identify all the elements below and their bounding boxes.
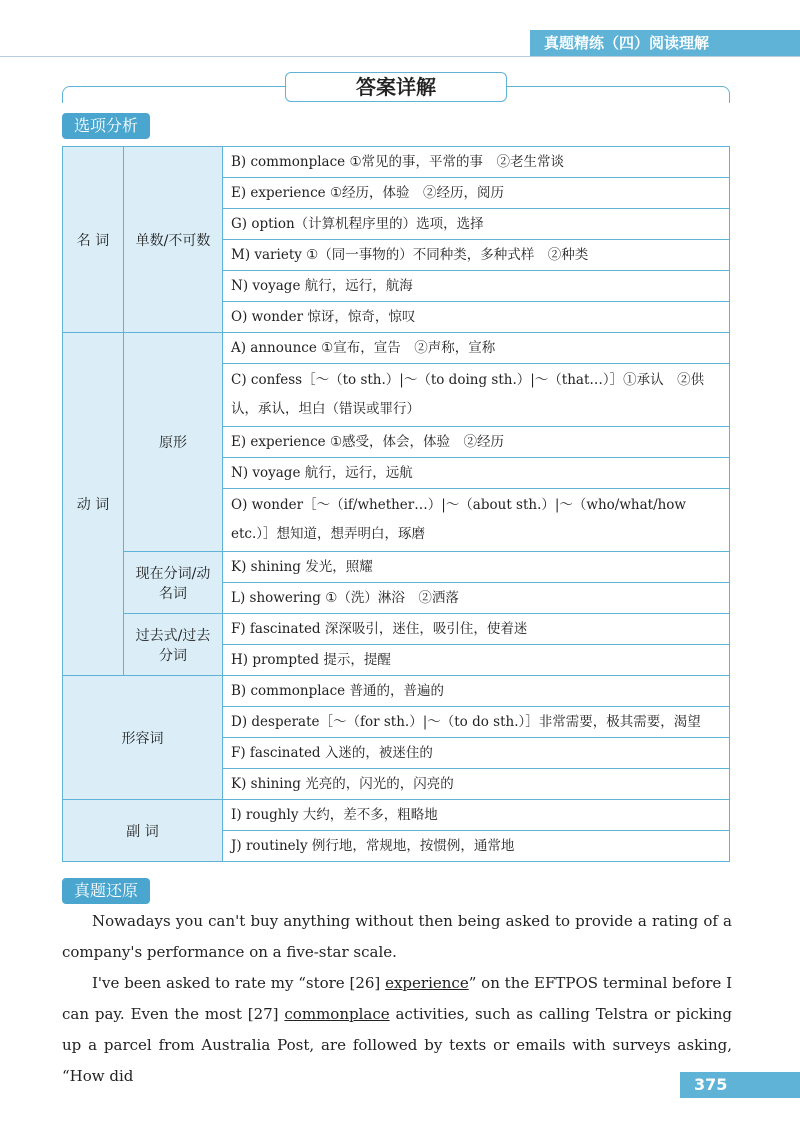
table-row xyxy=(63,676,730,707)
entry-cell: B) commonplace ①常见的事，平常的事 ②老生常谈 xyxy=(223,147,730,178)
entry-cell: K) shining 光亮的，闪光的，闪亮的 xyxy=(223,769,730,800)
entry-cell: D) desperate［～（for sth.）|～（to do sth.）］非常需要，极其需要，渴望 xyxy=(223,707,730,738)
pos-cell: 动 词 xyxy=(63,333,124,676)
entry-cell: O) wonder 惊讶，惊奇，惊叹 xyxy=(223,302,730,333)
option-analysis-tag: 选项分析 xyxy=(62,113,150,139)
entry-cell: N) voyage 航行，远行，航海 xyxy=(223,271,730,302)
passage-text: I've been asked to rate my “store [26] xyxy=(92,974,386,992)
passage-text: ” on the EFTPOS terminal before I can pay. Even the most [27] xyxy=(62,974,733,1023)
subcategory-cell: 原形 xyxy=(124,333,223,552)
entry-cell: C) confess［～（to sth.）|～（to doing sth.）|～（that…）］①承认 ②供认，承认，坦白（错误或罪行） xyxy=(223,364,730,427)
entry-cell: F) fascinated 入迷的，被迷住的 xyxy=(223,738,730,769)
header-divider xyxy=(0,56,800,57)
answer-27: commonplace xyxy=(284,1005,390,1023)
table-row xyxy=(63,333,730,364)
entry-cell: N) voyage 航行，远行，远航 xyxy=(223,458,730,489)
subcategory-cell: 单数/不可数 xyxy=(124,147,223,333)
restore-tag: 真题还原 xyxy=(62,878,150,904)
vocab-table xyxy=(62,146,730,862)
entry-cell: O) wonder［～（if/whether…）|～（about sth.）|～（who/what/how etc.）］想知道，想弄明白，琢磨 xyxy=(223,489,730,552)
entry-cell: E) experience ①经历，体验 ②经历，阅历 xyxy=(223,178,730,209)
table-row xyxy=(63,614,730,645)
table-row xyxy=(63,147,730,178)
page-title: 答案详解 xyxy=(285,72,507,102)
section-header: 真题精练（四）阅读理解 xyxy=(530,30,800,56)
subcategory-cell: 过去式/过去分词 xyxy=(124,614,223,676)
entry-cell: K) shining 发光，照耀 xyxy=(223,552,730,583)
passage-paragraph: Nowadays you can't buy anything without then being asked to provide a rating of a company's performance on a five-star scale. xyxy=(62,912,732,961)
pos-cell: 名 词 xyxy=(63,147,124,333)
entry-cell: B) commonplace 普通的，普遍的 xyxy=(223,676,730,707)
entry-cell: L) showering ①（洗）淋浴 ②洒落 xyxy=(223,583,730,614)
title-banner xyxy=(62,72,730,102)
passage-text: activities, such as calling Telstra or picking up a parcel from Australia Post, are followed by texts or emails with surveys asking, “How did xyxy=(62,1005,732,1085)
answer-26: experience xyxy=(385,974,469,992)
entry-cell: G) option（计算机程序里的）选项，选择 xyxy=(223,209,730,240)
entry-cell: H) prompted 提示，提醒 xyxy=(223,645,730,676)
passage xyxy=(62,906,732,1092)
passage-paragraph xyxy=(62,968,732,1092)
subcategory-cell: 现在分词/动名词 xyxy=(124,552,223,614)
entry-cell: M) variety ①（同一事物的）不同种类，多种式样 ②种类 xyxy=(223,240,730,271)
entry-cell: A) announce ①宣布，宣告 ②声称，宣称 xyxy=(223,333,730,364)
page-number: 375 xyxy=(680,1072,800,1098)
table-row xyxy=(63,800,730,831)
entry-cell: J) routinely 例行地，常规地，按惯例，通常地 xyxy=(223,831,730,862)
entry-cell: F) fascinated 深深吸引，迷住，吸引住，使着迷 xyxy=(223,614,730,645)
table-row xyxy=(63,552,730,583)
pos-cell: 形容词 xyxy=(63,676,223,800)
entry-cell: I) roughly 大约，差不多，粗略地 xyxy=(223,800,730,831)
entry-cell: E) experience ①感受，体会，体验 ②经历 xyxy=(223,427,730,458)
pos-cell: 副 词 xyxy=(63,800,223,862)
